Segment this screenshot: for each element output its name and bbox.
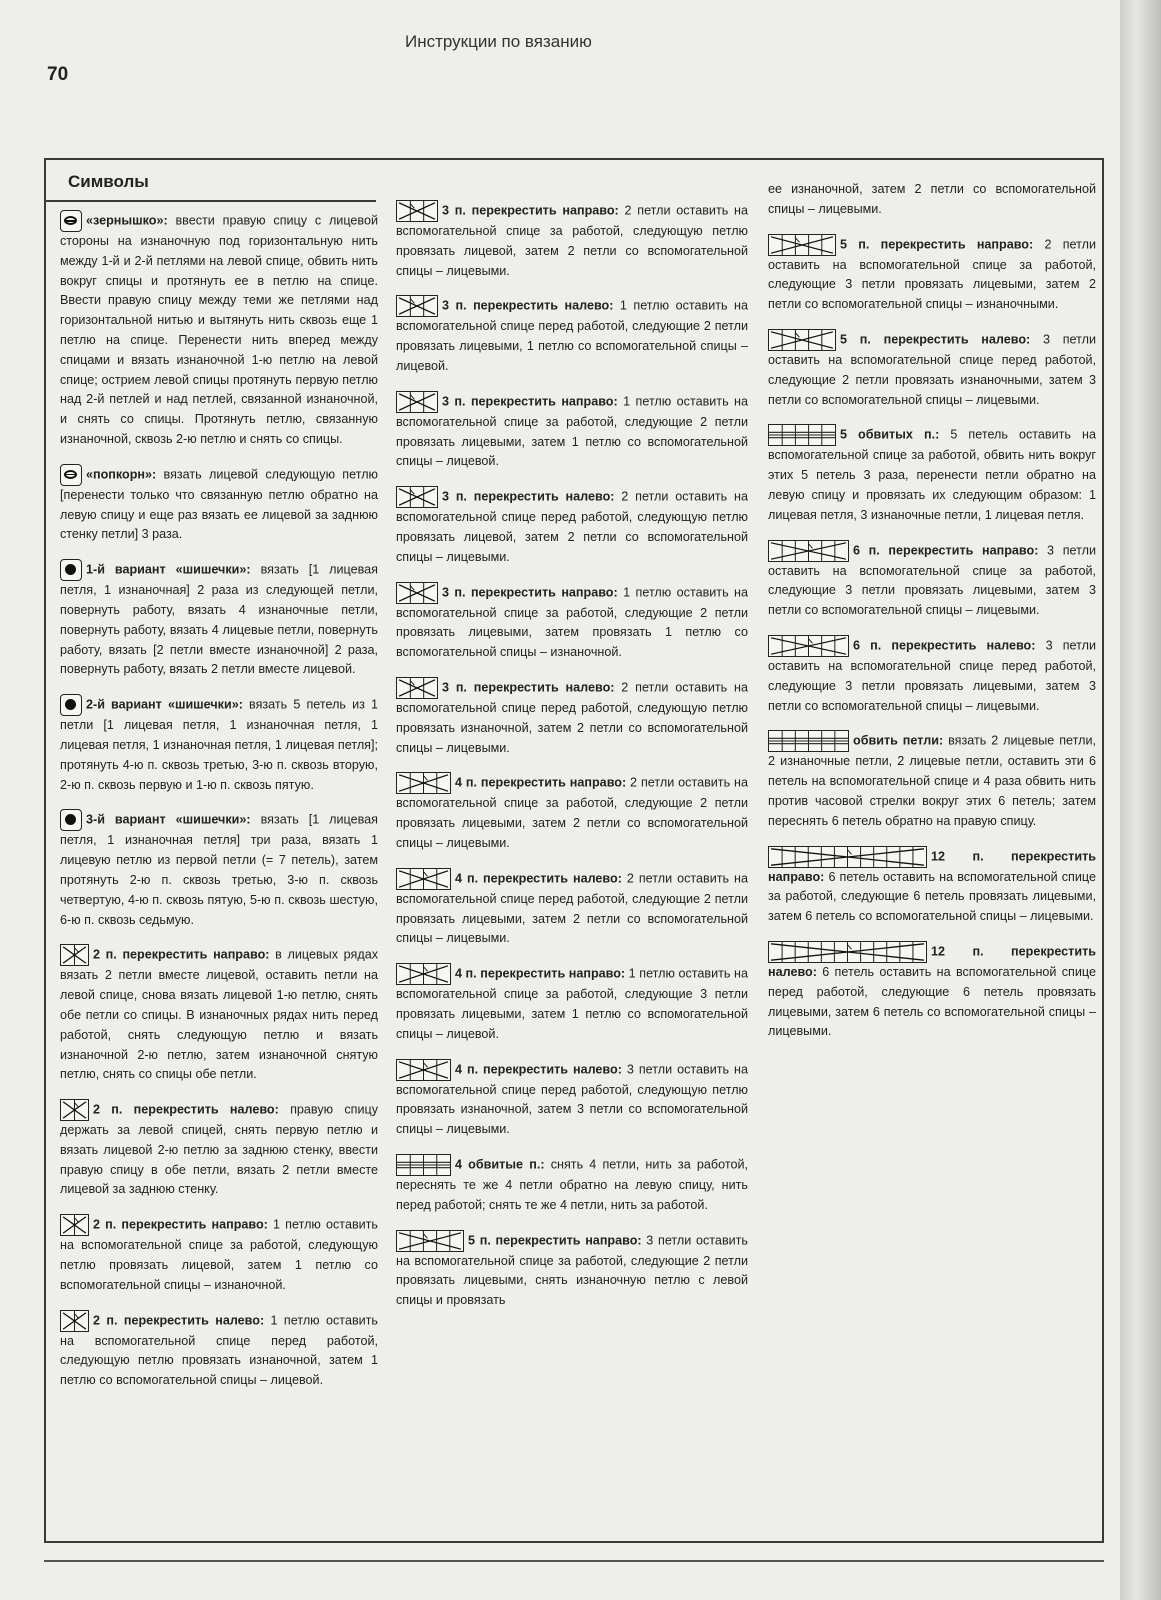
symbol-label: 2 п. перекрестить направо:: [93, 1217, 268, 1232]
symbol-description: 1 петлю оставить на вспомогательной спице перед работой, следующую петлю провязать изнаночной, затем 1 петлю со вспомогательной спицы – лицевой.: [60, 1313, 378, 1388]
symbol-entry: [396, 677, 748, 758]
cable-cross-icon: [396, 486, 438, 508]
cable-cross-icon: [396, 677, 438, 699]
symbol-label: 5 п. перекрестить направо:: [840, 236, 1034, 251]
bobble-dot-icon: [60, 694, 82, 716]
symbol-label: 3 п. перекрестить направо:: [442, 584, 618, 599]
wrapped-stitches-icon: [396, 1154, 451, 1176]
symbol-description: 1 петлю оставить на вспомогательной спице за работой, следующую петлю провязать лицевой, затем 1 петлю со вспомогательной спицы – изнаночной.: [60, 1217, 378, 1292]
symbol-description: 3 петли оставить на вспомогательной спице за работой, следующие 3 петли провязать лицевыми, затем 3 петли со вспомогательной спицы – лицевыми.: [768, 542, 1096, 618]
cable-cross-icon: [60, 1310, 89, 1332]
page-number: 70: [47, 64, 69, 85]
symbol-description: 1 петлю оставить на вспомогательной спице за работой, следующие 3 петли провязать лицевыми, затем 1 петлю со вспомогательной спицы – лицевой.: [396, 966, 748, 1041]
symbol-entry: [768, 329, 1096, 410]
symbol-description: 1 петлю оставить на вспомогательной спице за работой, следующие 2 петли провязать лицевыми, затем провязать 1 петлю со вспомогательной спицы – изнаночной.: [396, 584, 748, 660]
symbol-entry: [396, 1230, 748, 1311]
cable-cross-icon: [768, 329, 836, 351]
symbol-description: 6 петель оставить на вспомогательной спице перед работой, следующие 6 петель провязать лицевыми, затем 6 петель со вспомогательной спицы – лицевыми.: [768, 964, 1096, 1039]
page-edge: [1120, 0, 1161, 1600]
cable-cross-icon: [768, 635, 849, 657]
symbol-label: 3 п. перекрестить направо:: [442, 394, 618, 409]
symbol-label: 6 п. перекрестить направо:: [853, 542, 1039, 557]
symbol-label: 3 п. перекрестить налево:: [442, 298, 614, 313]
symbol-entry: [396, 963, 748, 1044]
symbol-label: 2 п. перекрестить налево:: [93, 1102, 279, 1117]
symbol-entry: [60, 944, 378, 1085]
symbol-label: 4 обвитые п.:: [455, 1157, 545, 1172]
wrapped-stitches-icon: [768, 424, 836, 446]
symbol-label: «зернышко»:: [86, 213, 168, 228]
symbol-label: 5 п. перекрестить направо:: [468, 1232, 642, 1247]
symbol-entry: [396, 582, 748, 663]
symbol-label: 5 п. перекрестить налево:: [840, 332, 1031, 347]
symbol-description: вязать [1 лицевая петля, 1 изнаночная петля] три раза, вязать 1 лицевую петлю из первой петли (= 7 петель), затем протянуть 2-ю п. сквозь третью, 3-ю п. сквозь четвертую, 4-ю п. сквозь пятую, 5-ю п. сквозь шестую, 6-ю п. сквозь седьмую.: [60, 812, 379, 927]
cable-cross-icon: [396, 295, 438, 317]
symbol-entry: [60, 1214, 378, 1295]
symbol-entry: [768, 730, 1096, 831]
symbol-description: ее изнаночной, затем 2 петли со вспомогательной спицы – лицевыми.: [768, 182, 1096, 216]
symbol-entry: [396, 200, 748, 281]
cable-cross-icon: [60, 1099, 89, 1121]
symbol-label: «попкорн»:: [86, 467, 157, 482]
column-2: [396, 200, 748, 1325]
bobble-dot-icon: [60, 809, 82, 831]
symbol-description: ввести правую спицу с лицевой стороны на изнаночную под горизонтальную нить между 1-й и 2-й петлями на левой спице, обвить нить вокруг спицы и протянуть ее в петлю на спице. Ввести правую спицу между теми же петлями над горизонтальной нитью и вытянуть нить сквозь еще 1 петлю на спице. Перенести нить вперед между спицами и вязать изнаночной 1-ю петлю на левой спице; острием левой спицы протянуть первую петлю над 2-й петлей и над петлей, связанной изнаночной, и снять со спицы. Протянуть петлю, связанную изнаночной, сквозь 2-ю петлю и снять со спицы.: [60, 213, 378, 446]
symbol-entry: [768, 540, 1096, 621]
cable-cross-icon: [768, 234, 836, 256]
cable-cross-icon: [396, 391, 438, 413]
symbol-label: 2 п. перекрестить направо:: [93, 947, 270, 962]
symbol-label: 3 п. перекрестить налево:: [442, 680, 615, 695]
symbol-label: 4 п. перекрестить направо:: [455, 775, 627, 790]
symbol-label: 12 п. перекрестить налево:: [768, 944, 1096, 979]
bobble-dot-icon: [60, 559, 82, 581]
symbol-entry: [396, 868, 748, 949]
symbol-description: 1 петлю оставить на вспомогательной спице за работой, следующие 2 петли провязать лицевыми, затем 1 петлю со вспомогательной спицы – лицевой.: [396, 394, 748, 469]
symbol-entry: [396, 1059, 748, 1140]
symbols-frame: [44, 158, 1104, 1543]
symbol-description: 3 петли оставить на вспомогательной спице перед работой, следующую петлю провязать изнаночной, затем 3 петли со вспомогательной спицы – лицевыми.: [396, 1061, 748, 1137]
symbol-entry: [396, 295, 748, 376]
symbol-entry: [60, 559, 378, 680]
symbol-label: 5 обвитых п.:: [840, 427, 940, 442]
symbol-entry: [60, 464, 378, 545]
symbol-description: 1 петлю оставить на вспомогательной спице перед работой, следующие 2 петли провязать лицевыми, 1 петлю со вспомогательной спицы – лицевой.: [396, 298, 749, 373]
symbol-description: 3 петли оставить на вспомогательной спице за работой, следующие 2 петли провязать лицевыми, снять изнаночную петлю с левой спицы и провязать: [396, 1232, 748, 1308]
symbol-entry: [396, 772, 748, 853]
symbol-description: 2 петли оставить на вспомогательной спице перед работой, следующую петлю провязать изнаночной, затем 2 петли со вспомогательной спицы – лицевыми.: [396, 680, 748, 755]
symbol-label: 4 п. перекрестить налево:: [455, 1061, 622, 1076]
symbol-label: 6 п. перекрестить налево:: [853, 638, 1036, 653]
symbol-description: вязать [1 лицевая петля, 1 изнаночная] 2 раза из следующей петли, повернуть работу, вязать 4 изнаночные петли, повернуть работу, вязать 4 лицевые петли, повернуть работу, вязать [2 петли вместе изнаночной] 2 раза, повернуть работу, вязать 2 петли вместе лицевой.: [60, 562, 379, 677]
cable-cross-icon: [396, 1230, 464, 1252]
symbol-entry: [768, 635, 1096, 716]
cable-cross-icon: [768, 540, 849, 562]
symbol-entry: [396, 486, 748, 567]
symbol-label: 3 п. перекрестить налево:: [442, 489, 615, 504]
cable-cross-icon: [396, 200, 438, 222]
cable-cross-icon: [396, 963, 451, 985]
symbol-entry: [60, 1099, 378, 1200]
symbol-description: вязать лицевой следующую петлю [перенести только что связанную петлю обратно на левую спицу и еще раз вязать ее лицевой за заднюю стенку петли] 3 раза.: [60, 467, 378, 542]
section-title: Символы: [46, 160, 376, 202]
running-header: Инструкции по вязанию: [405, 32, 592, 51]
purl-bar-icon: [60, 464, 82, 486]
cable-cross-icon: [396, 1059, 451, 1081]
symbol-description: 2 петли оставить на вспомогательной спице перед работой, следующие 2 петли провязать лицевыми, затем 2 петли со вспомогательной спицы – лицевыми.: [396, 871, 748, 946]
symbol-label: 1-й вариант «шишечки»:: [86, 562, 251, 577]
symbol-label: 2-й вариант «шишечки»:: [86, 697, 243, 712]
symbol-label: 12 п. перекрестить направо:: [768, 848, 1096, 884]
column-1: [60, 210, 378, 1405]
symbol-entry: [60, 694, 378, 795]
symbol-description: 6 петель оставить на вспомогательной спице за работой, следующие 6 петель провязать лицевыми, затем 6 петель со вспомогательной спицы – лицевыми.: [768, 869, 1096, 924]
symbol-label: 2 п. перекрестить налево:: [93, 1313, 265, 1327]
symbol-entry: [768, 234, 1096, 315]
bottom-rule: [44, 1560, 1104, 1562]
cable-cross-icon: [396, 868, 451, 890]
symbol-description: 3 петли оставить на вспомогательной спице перед работой, следующие 3 петли провязать лицевыми, затем 3 петли со вспомогательной спицы – лицевыми.: [768, 638, 1096, 713]
purl-bar-icon: [60, 210, 82, 232]
symbol-entry: [396, 1154, 748, 1216]
symbol-description: 3 петли оставить на вспомогательной спице перед работой, следующие 2 петли провязать изнаночными, затем 3 петли со вспомогательной спицы – лицевыми.: [768, 332, 1096, 407]
symbol-description: вязать 5 петель из 1 петли [1 лицевая петля, 1 изнаночная петля, 1 лицевая петля, 1 изнаночная петля, 1 лицевая петля]; протянуть 4-ю п. сквозь третью, 3-ю п. сквозь вторую, 2-ю п. сквозь первую и 1-ю п. сквозь пятую.: [60, 697, 379, 792]
symbol-entry: [768, 941, 1096, 1042]
symbol-description: правую спицу держать за левой спицей, снять первую петлю и вязать лицевой 2-ю петлю за заднюю стенку, ввести правую спицу в обе петли, вязать 2 петли вместе лицевой за заднюю стенку.: [60, 1102, 378, 1197]
symbol-description: снять 4 петли, нить за работой, переснять те же 4 петли обратно на левую спицу, нить перед работой; снять те же 4 петли, нить за работой.: [396, 1157, 749, 1212]
symbol-description: в лицевых рядах вязать 2 петли вместе лицевой, оставить петли на левой спице, снова вязать лицевой 1-ю петлю, снять обе петли со спицы. В изнаночных рядах нить перед работой, снять следующую петлю и вязать изнаночной 2-ю петлю, затем изнаночной снятую петлю, снять со спицы обе петли.: [60, 947, 378, 1082]
cable-cross-icon: [396, 772, 451, 794]
wrapped-stitches-icon: [768, 730, 849, 752]
cable-cross-icon: [60, 1214, 89, 1236]
cable-cross-icon: [396, 582, 438, 604]
cable-cross-icon: [60, 944, 89, 966]
symbol-label: 4 п. перекрестить направо:: [455, 966, 626, 981]
symbol-description: 5 петель оставить на вспомогательной спице за работой, обвить нить вокруг этих 5 петель 3 раза, перенести петли обратно на левую спицу и провязать их следующим образом: 1 лицевая петля, 3 изнаночные петли, 1 лицевая петля.: [768, 427, 1096, 522]
symbol-entry: [768, 180, 1096, 220]
symbol-entry: [60, 210, 378, 450]
symbol-entry: [60, 1310, 378, 1391]
cable-cross-icon: [768, 941, 927, 963]
symbol-entry: [60, 809, 378, 930]
symbol-entry: [768, 846, 1096, 927]
symbol-label: 3-й вариант «шишечки»:: [86, 812, 251, 827]
symbol-description: 2 петли оставить на вспомогательной спице за работой, следующие 2 петли провязать лицевыми, затем 2 петли со вспомогательной спицы – лицевыми.: [396, 775, 748, 850]
column-3: [768, 180, 1096, 1056]
symbol-label: 4 п. перекрестить налево:: [455, 871, 622, 886]
cable-cross-icon: [768, 846, 927, 868]
symbol-entry: [396, 391, 748, 472]
symbol-label: 3 п. перекрестить направо:: [442, 203, 619, 218]
symbol-description: вязать 2 лицевые петли, 2 изнаночные петли, 2 лицевые петли, оставить эти 6 петель на вспомогательной спице и 4 раза обвить нить против часовой стрелки вокруг этих 6 петель; затем переснять 6 петель обратно на правую спицу.: [768, 733, 1097, 828]
symbol-description: 2 петли оставить на вспомогательной спице перед работой, следующую петлю провязать лицевой, затем 2 петли со вспомогательной спицы – лицевыми.: [396, 489, 748, 564]
symbol-description: 2 петли оставить на вспомогательной спице за работой, следующие 3 петли провязать лицевыми, затем 2 петли со вспомогательной спицы – изнаночными.: [768, 236, 1096, 312]
symbol-description: 2 петли оставить на вспомогательной спице за работой, следующую петлю провязать лицевой, затем 2 петли со вспомогательной спицы – лицевыми.: [396, 203, 748, 278]
symbol-entry: [768, 424, 1096, 525]
symbol-label: обвить петли:: [853, 733, 944, 748]
